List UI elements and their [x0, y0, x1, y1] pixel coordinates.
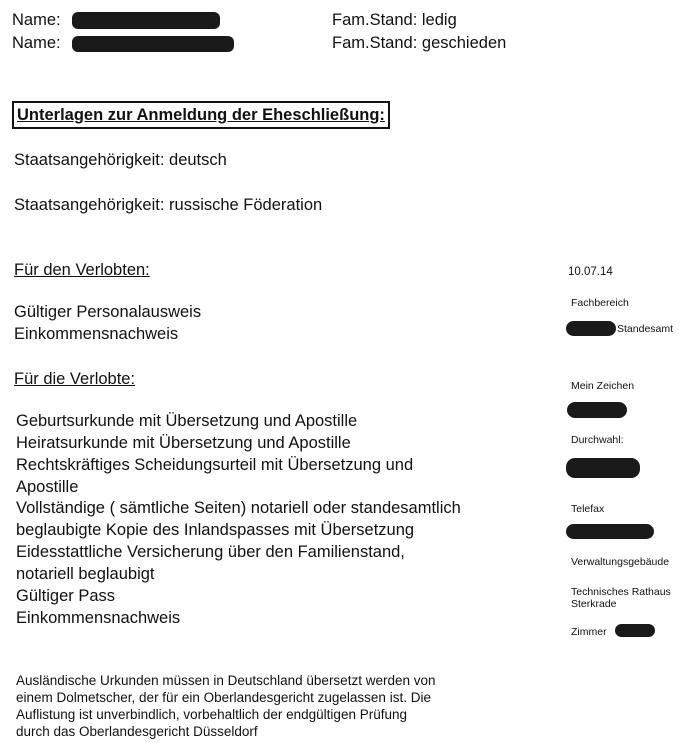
name-label-2: Name: — [12, 34, 61, 52]
department-value: Standesamt — [617, 323, 674, 335]
redacted-phone — [566, 458, 640, 478]
nationality-1: Staatsangehörigkeit: deutsch — [14, 151, 227, 169]
redacted-department — [566, 321, 616, 336]
redacted-name-2 — [72, 36, 234, 52]
groom-section-title: Für den Verlobten: — [14, 261, 150, 279]
building-label: Verwaltungsgebäude — [571, 556, 670, 568]
bride-item: Apostille — [16, 478, 79, 496]
document-heading: Unterlagen zur Anmeldung der Eheschließung: — [12, 101, 390, 129]
footnote-line: durch das Oberlandesgericht Düsseldorf — [16, 724, 258, 739]
name-label-1: Name: — [12, 11, 61, 29]
marital-status-1: Fam.Stand: ledig — [332, 11, 457, 29]
footnote-line: Auflistung ist unverbindlich, vorbehaltlich der endgültigen Prüfung — [16, 707, 407, 722]
bride-item: Einkommensnachweis — [16, 609, 181, 627]
nationality-2: Staatsangehörigkeit: russische Föderation — [14, 196, 323, 214]
redacted-reference — [567, 402, 627, 418]
bride-section-title: Für die Verlobte: — [14, 370, 136, 388]
bride-item: beglaubigte Kopie des Inlandspasses mit Übersetzung — [16, 521, 415, 539]
redacted-room — [615, 624, 655, 637]
redacted-fax — [566, 524, 654, 539]
bride-item: Rechtskräftiges Scheidungsurteil mit Übersetzung und — [16, 456, 414, 474]
bride-item: Vollständige ( sämtliche Seiten) notariell oder standesamtlich — [16, 499, 461, 517]
bride-item: Heiratsurkunde mit Übersetzung und Apostille — [16, 434, 351, 452]
footnote-line: Ausländische Urkunden müssen in Deutschland übersetzt werden von — [16, 673, 436, 688]
building-value: Sterkrade — [571, 598, 617, 610]
letter-date: 10.07.14 — [568, 266, 613, 278]
fax-label: Telefax — [571, 503, 605, 515]
department-label: Fachbereich — [571, 297, 629, 309]
bride-item: notariell beglaubigt — [16, 565, 155, 583]
bride-item: Eidesstattliche Versicherung über den Familienstand, — [16, 543, 405, 561]
footnote-line: einem Dolmetscher, der für ein Oberlandesgericht zugelassen ist. Die — [16, 690, 431, 705]
bride-item: Gültiger Pass — [16, 587, 116, 605]
groom-item: Einkommensnachweis — [14, 325, 179, 343]
building-value: Technisches Rathaus — [571, 586, 671, 598]
bride-item: Geburtsurkunde mit Übersetzung und Apostille — [16, 412, 358, 430]
phone-label: Durchwahl: — [571, 434, 624, 446]
room-label: Zimmer — [571, 626, 607, 638]
redacted-name-1 — [72, 12, 220, 29]
groom-item: Gültiger Personalausweis — [14, 303, 202, 321]
reference-label: Mein Zeichen — [571, 380, 635, 392]
marital-status-2: Fam.Stand: geschieden — [332, 34, 507, 52]
